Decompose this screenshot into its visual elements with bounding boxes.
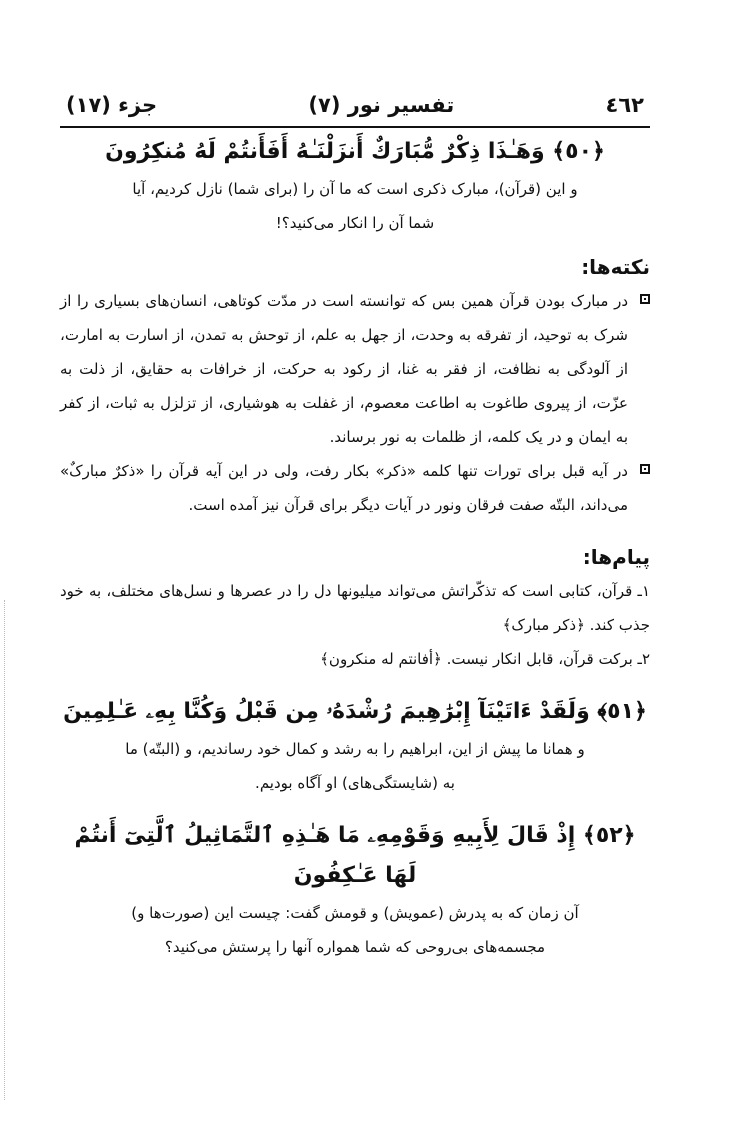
message-item: ۲ـ برکت قرآن، قابل انکار نیست. ﴿أفانتم له منکرون﴾ xyxy=(320,650,650,668)
book-title: تفسیر نور (۷) xyxy=(308,93,455,117)
note-item xyxy=(60,284,650,454)
part-label: جزء (۱۷) xyxy=(66,93,158,117)
verse-50-translation-line1: و این (قرآن)، مبارک ذکری است که ما آن را (برای شما) نازل کردیم، آیا xyxy=(132,180,578,198)
verse-51-arabic: ﴿٥١﴾ وَلَقَدْ ءَاتَيْنَآ إِبْرَٰهِيمَ رُشْدَهُۥ مِن قَبْلُ وَكُنَّا بِهِۦ عَـٰلِمِينَ xyxy=(63,699,647,724)
verse-51-translation-line1: و همانا ما پیش از این، ابراهیم را به رشد و کمال خود رساندیم، و (البتّه) ما xyxy=(125,740,585,758)
book-page xyxy=(60,88,650,964)
verse-50-arabic: ﴿٥٠﴾ وَهَـٰذَا ذِكْرٌ مُّبَارَكٌ أَنزَلْنَـٰهُ أَفَأَنتُمْ لَهُ مُنكِرُونَ xyxy=(105,139,605,164)
verse-52-translation-line1: آن زمان که به پدرش (عمویش) و قومش گفت: چیست این (صورت‌ها و) xyxy=(131,904,579,922)
verse-52-translation xyxy=(60,896,650,964)
note-text: در آیه قبل برای تورات تنها کلمه «ذکر» بکار رفت، ولی در این آیه قرآن را «ذکرٌ مبارکٌ» می‌داند، البتّه صفت فرقان ونور در آیات دیگر برای قرآن نیز آمده است. xyxy=(60,462,628,514)
note-item xyxy=(60,454,650,522)
verse-51-translation xyxy=(60,732,650,800)
verse-50-translation-line2: شما آن را انکار می‌کنید؟! xyxy=(275,214,435,232)
page-header xyxy=(60,88,650,128)
margin-scan-artifact xyxy=(4,600,7,1100)
note-text: در مبارک بودن قرآن همین بس که توانسته است در مدّت کوتاهی، انسان‌های بسیاری را از شرک به توحید، از تفرقه به وحدت، از جهل به علم، از توحش به تمدن، از اسارت به امارت، از آلودگی به نظافت، از فقر به غنا، از رکود به حرکت، از خرافات به حقایق، از ذلت به عزّت، از پیروی طاغوت به اطاعت معصوم، از غفلت به هوشیاری، از تزلزل به ثبات، از کفر به ایمان و در یک کلمه، از ظلمات به نور برساند. xyxy=(60,292,628,446)
verse-50-translation xyxy=(60,172,650,240)
verse-52-translation-line2: مجسمه‌های بی‌روحی که شما همواره آنها را پرستش می‌کنید؟ xyxy=(164,938,546,956)
page-number: ٤٦٢ xyxy=(605,93,644,117)
square-bullet-icon xyxy=(640,294,650,304)
verse-51-translation-line2: به (شایستگی‌های) او آگاه بودیم. xyxy=(255,774,455,792)
message-item: ۱ـ قرآن، کتابی است که تذکّراتش می‌تواند میلیونها دل را در عصرها و نسل‌های مختلف، به خود جذب کند. ﴿ذکر مبارک﴾ xyxy=(60,582,650,634)
square-bullet-icon xyxy=(640,464,650,474)
messages-title: پیام‌ها: xyxy=(582,545,650,569)
notes-title: نکته‌ها: xyxy=(581,255,650,279)
verse-52-arabic: ﴿٥٢﴾ إِذْ قَالَ لِأَبِيهِ وَقَوْمِهِۦ مَا هَـٰذِهِ ٱلتَّمَاثِيلُ ٱلَّتِىٓ أَنتُمْ لَهَا عَـٰكِفُونَ xyxy=(74,823,636,888)
